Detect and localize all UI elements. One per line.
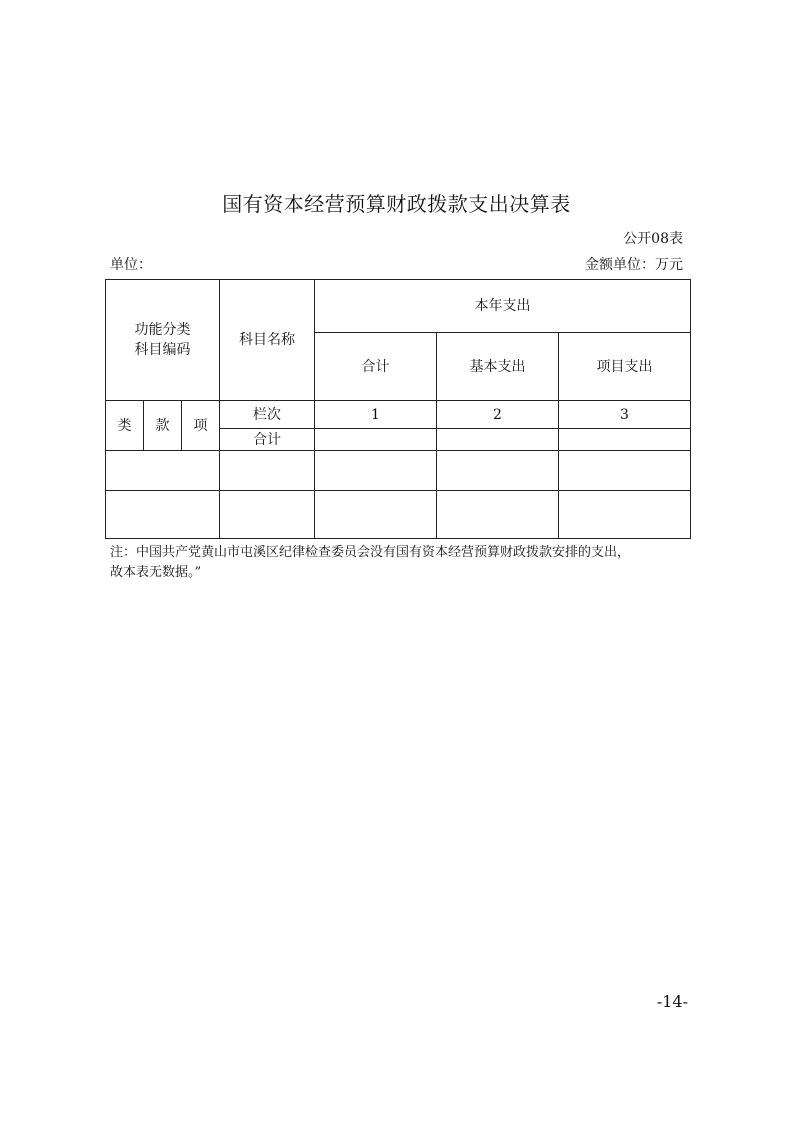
empty-cell bbox=[220, 451, 315, 491]
empty-cell bbox=[106, 491, 220, 539]
empty-cell bbox=[315, 429, 437, 451]
table-note bbox=[110, 543, 690, 583]
row-total-label: 合计 bbox=[220, 429, 315, 451]
col-total-header: 合计 bbox=[315, 333, 437, 401]
col-basic-header: 基本支出 bbox=[437, 333, 559, 401]
note-line1: 注：中国共产党黄山市屯溪区纪律检查委员会没有国有资本经营预算财政拨款安排的支出， bbox=[110, 545, 631, 560]
col-no-2: 2 bbox=[437, 401, 559, 429]
empty-cell bbox=[315, 491, 437, 539]
func-class-header bbox=[106, 280, 220, 401]
empty-cell bbox=[559, 451, 691, 491]
empty-cell bbox=[559, 429, 691, 451]
money-unit-label: 金额单位：万元 bbox=[585, 257, 683, 273]
row-column-no: 栏次 bbox=[220, 401, 315, 429]
note-line2: 故本表无数据。” bbox=[110, 565, 202, 580]
table-row bbox=[106, 451, 691, 491]
col-no-1: 1 bbox=[315, 401, 437, 429]
sub-lei: 类 bbox=[106, 401, 144, 451]
current-year-expense-header: 本年支出 bbox=[315, 280, 691, 333]
func-class-line2: 科目编码 bbox=[134, 342, 191, 358]
unit-label: 单位： bbox=[110, 257, 152, 273]
sub-xiang: 项 bbox=[182, 401, 220, 451]
sub-kuan: 款 bbox=[144, 401, 182, 451]
col-project-header: 项目支出 bbox=[559, 333, 691, 401]
empty-cell bbox=[220, 491, 315, 539]
expense-table bbox=[105, 279, 691, 539]
page-number: -14- bbox=[656, 992, 688, 1011]
col-no-3: 3 bbox=[559, 401, 691, 429]
form-code: 公开08表 bbox=[623, 231, 683, 247]
subject-name-header: 科目名称 bbox=[220, 280, 315, 401]
table-row bbox=[106, 491, 691, 539]
empty-cell bbox=[315, 451, 437, 491]
empty-cell bbox=[106, 451, 220, 491]
empty-cell bbox=[437, 429, 559, 451]
page-title: 国有资本经营预算财政拨款支出决算表 bbox=[222, 192, 571, 216]
empty-cell bbox=[437, 451, 559, 491]
func-class-line1: 功能分类 bbox=[134, 322, 191, 338]
empty-cell bbox=[437, 491, 559, 539]
empty-cell bbox=[559, 491, 691, 539]
